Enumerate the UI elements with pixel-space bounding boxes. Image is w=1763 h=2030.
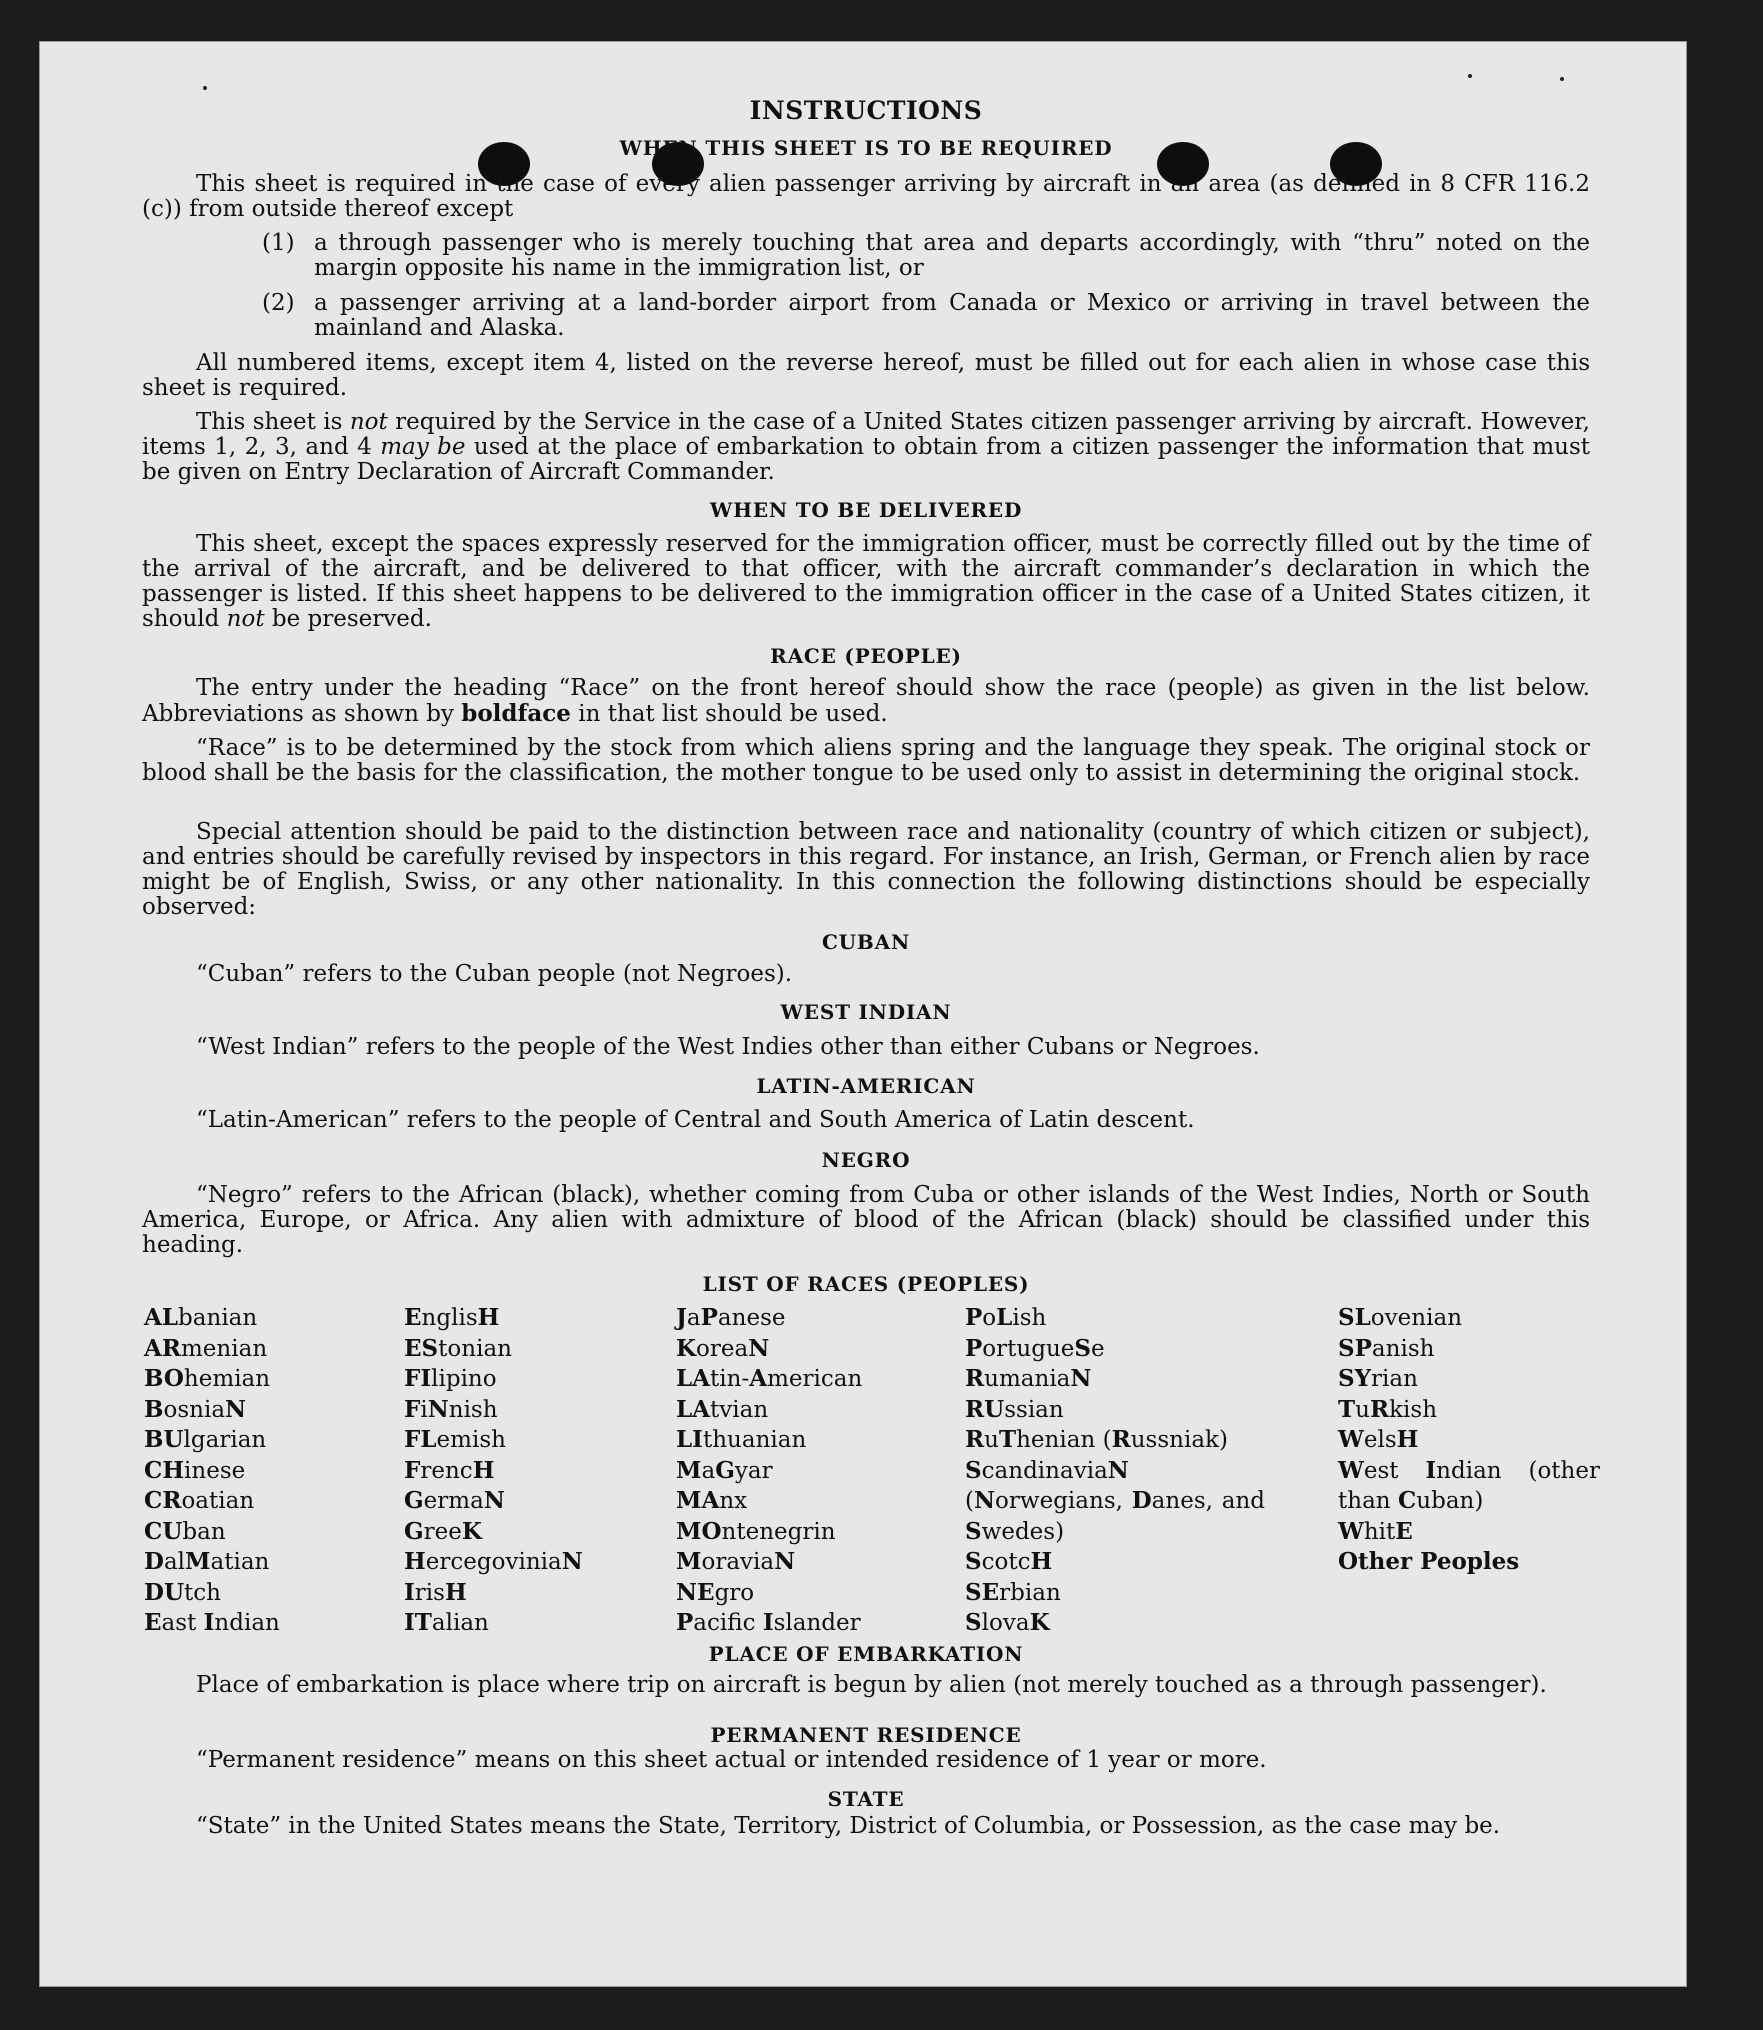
heading-race: RACE (PEOPLE) xyxy=(770,644,962,668)
race-entry: ScandinaviaN (Norwegians, Danes, and Swedes) xyxy=(965,1456,1266,1545)
race-column-5 xyxy=(1338,1303,1600,1577)
speck xyxy=(1560,77,1564,81)
heading-state: STATE xyxy=(827,1787,905,1811)
heading-delivered: WHEN TO BE DELIVERED xyxy=(709,498,1023,522)
race-entry: HercegoviniaN xyxy=(404,1548,583,1575)
required-item-1 xyxy=(262,231,1590,281)
race-entry: BUlgarian xyxy=(144,1426,267,1453)
race-column-2 xyxy=(404,1303,583,1639)
race-entry: KoreaN xyxy=(676,1334,770,1362)
race-entry: GreeK xyxy=(404,1517,482,1545)
speck xyxy=(203,86,207,90)
race-entry: WhitE xyxy=(1338,1517,1413,1545)
race-entry: WelsH xyxy=(1338,1426,1419,1453)
west-indian-text: “West Indian” refers to the people of the West Indies other than either Cubans or Negroes. xyxy=(196,1034,1260,1060)
race-entry: FIlipino xyxy=(404,1365,497,1392)
race-entry: MAnx xyxy=(676,1487,748,1514)
residence-text: “Permanent residence” means on this sheet actual or intended residence of 1 year or more. xyxy=(196,1747,1267,1773)
race-entry: LAtin-American xyxy=(676,1365,863,1392)
cuban-text: “Cuban” refers to the Cuban people (not Negroes). xyxy=(196,961,793,987)
race-entry: MaGyar xyxy=(676,1456,773,1484)
required-p2: All numbered items, except item 4, listed on the reverse hereof, must be filled out for each alien in whose case this sheet is required. xyxy=(142,350,1590,401)
race-entry: LAtvian xyxy=(676,1395,769,1423)
race-entry: DUtch xyxy=(144,1578,221,1606)
race-column-4 xyxy=(965,1303,1265,1639)
heading-residence: PERMANENT RESIDENCE xyxy=(710,1723,1022,1747)
race-column-3 xyxy=(676,1303,862,1639)
item-number: (1) xyxy=(262,230,295,256)
race-entry: CUban xyxy=(144,1517,226,1545)
latin-american-text: “Latin-American” refers to the people of Central and South America of Latin descent. xyxy=(196,1107,1195,1133)
race-entry: ITalian xyxy=(404,1609,489,1636)
race-entry: East Indian xyxy=(144,1609,280,1636)
heading-cuban: CUBAN xyxy=(821,930,911,954)
item-text: a through passenger who is merely touching that area and departs accordingly, with “thru” noted on the margin opposite his name in the immigration list, or xyxy=(314,230,1590,281)
race-entry: MoraviaN xyxy=(676,1548,796,1575)
negro-text: “Negro” refers to the African (black), whether coming from Cuba or other islands of the West Indies, North or South America, Europe, or Africa. Any alien with admixture of blood of the African (black) should be classified under this heading. xyxy=(142,1182,1590,1258)
race-entry: GermaN xyxy=(404,1487,505,1514)
race-entry: NEgro xyxy=(676,1578,755,1606)
race-entry: CHinese xyxy=(144,1456,246,1484)
required-item-2 xyxy=(262,291,1590,341)
heading-latin-american: LATIN-AMERICAN xyxy=(756,1074,976,1098)
race-entry: SErbian xyxy=(965,1578,1061,1606)
race-entry: ARmenian xyxy=(144,1334,268,1362)
heading-required: WHEN THIS SHEET IS TO BE REQUIRED xyxy=(619,136,1113,160)
delivered-text: This sheet, except the spaces expressly reserved for the immigration officer, must be correctly filled out by the time of the arrival of the aircraft, and be delivered to that officer, with the aircraft commander’s declaration in which the passenger is listed. If this sheet happens to be delivered to the immigration officer in the case of a United States citizen, it should not be preserved. xyxy=(142,531,1590,632)
heading-embarkation: PLACE OF EMBARKATION xyxy=(708,1642,1024,1666)
race-column-1 xyxy=(144,1303,280,1639)
race-entry: RuThenian (Russniak) xyxy=(965,1426,1228,1453)
race-entry: ALbanian xyxy=(144,1304,258,1331)
race-entry: West Indian (other than Cuban) xyxy=(1338,1456,1600,1514)
race-entry: RUssian xyxy=(965,1395,1064,1423)
race-entry: PoLish xyxy=(965,1304,1047,1331)
required-p3: This sheet is not required by the Service in the case of a United States citizen passenger arriving by aircraft. However, items 1, 2, 3, and 4 may be used at the place of embarkation to obtain from a citizen passenger the information that must be given on Entry Declaration of Aircraft Commander. xyxy=(142,409,1590,485)
race-entry: FLemish xyxy=(404,1426,506,1453)
embarkation-text: Place of embarkation is place where trip on aircraft is begun by alien (not merely touched as a through passenger). xyxy=(196,1672,1547,1698)
race-entry: LIthuanian xyxy=(676,1426,807,1453)
race-entry: BOhemian xyxy=(144,1365,271,1392)
race-entry: IrisH xyxy=(404,1578,467,1606)
race-entry: Other Peoples xyxy=(1338,1548,1520,1575)
race-entry: SYrian xyxy=(1338,1365,1418,1392)
race-entry: MOntenegrin xyxy=(676,1517,836,1545)
race-entry: Pacifc Islander xyxy=(676,1609,861,1636)
race-entry: EStonian xyxy=(404,1334,512,1362)
race-entry: SPanish xyxy=(1338,1334,1435,1362)
race-entry: FrencH xyxy=(404,1456,495,1484)
race-entry: ScotcH xyxy=(965,1548,1053,1575)
race-p3: Special attention should be paid to the distinction between race and nationality (country of which citizen or subject), and entries should be carefully revised by inspectors in this regard. For instance, an Irish, German, or French alien by race might be of English, Swiss, or any other nationality. In this connection the following distinctions should be especially observed: xyxy=(142,819,1590,920)
speck xyxy=(1468,74,1472,78)
race-entry: SlovaK xyxy=(965,1609,1050,1636)
heading-list-of-races: LIST OF RACES (PEOPLES) xyxy=(702,1272,1030,1296)
required-intro: This sheet is required in the case of every alien passenger arriving by aircraft in an area (as defined in 8 CFR 116.2 (c)) from outside thereof except xyxy=(142,171,1590,222)
race-entry: EnglisH xyxy=(404,1304,500,1331)
race-p2: “Race” is to be determined by the stock from which aliens spring and the language they speak. The original stock or blood shall be the basis for the classification, the mother tongue to be used only to assist in determining the original stock. xyxy=(142,735,1590,786)
race-entry: SLovenian xyxy=(1338,1304,1463,1331)
race-entry: FiNnish xyxy=(404,1395,498,1423)
race-entry: JaPanese xyxy=(676,1304,786,1331)
race-entry: RumaniaN xyxy=(965,1365,1092,1392)
heading-west-indian: WEST INDIAN xyxy=(780,1000,952,1024)
state-text: “State” in the United States means the State, Territory, District of Columbia, or Possession, as the case may be. xyxy=(196,1813,1501,1839)
heading-negro: NEGRO xyxy=(821,1148,911,1172)
race-entry: TuRkish xyxy=(1338,1395,1438,1423)
page-title: INSTRUCTIONS xyxy=(749,96,983,125)
race-entry: CRoatian xyxy=(144,1487,255,1514)
item-number: (2) xyxy=(262,290,295,316)
race-entry: BosniaN xyxy=(144,1395,247,1423)
item-text: a passenger arriving at a land-border airport from Canada or Mexico or arriving in travel between the mainland and Alaska. xyxy=(314,290,1590,341)
race-entry: DalMatian xyxy=(144,1548,270,1575)
race-p1: The entry under the heading “Race” on the front hereof should show the race (people) as given in the list below. Abbreviations as shown by boldface in that list should be used. xyxy=(142,675,1590,727)
race-entry: PortugueSe xyxy=(965,1334,1105,1362)
